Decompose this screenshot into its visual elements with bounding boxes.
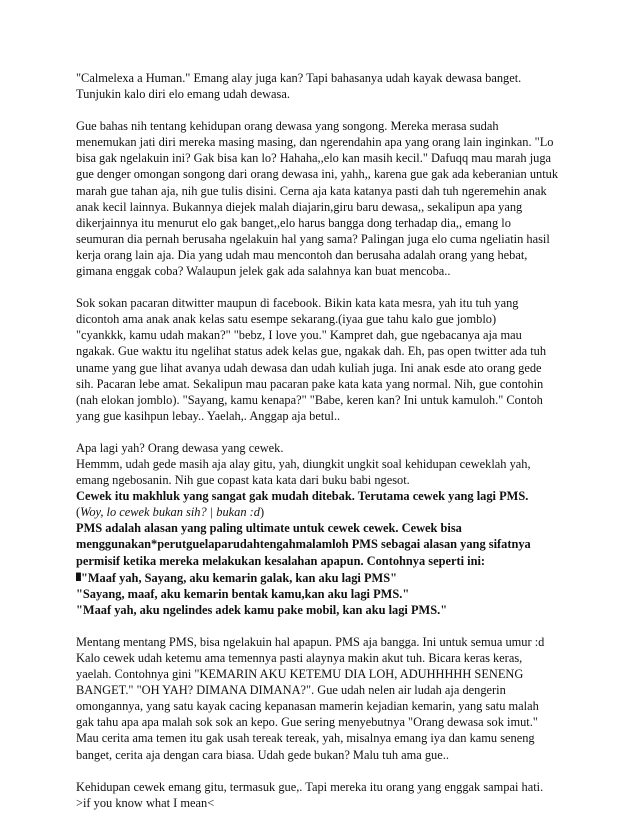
line-text: Kehidupan cewek emang gitu, termasuk gue,. Tapi mereka itu orang yang enggak sampai hati. (76, 779, 544, 794)
text-line (76, 118, 578, 134)
text-line (76, 650, 578, 666)
text-line (76, 553, 578, 569)
line-text: "Calmelexa a Human." Emang alay juga kan? Tapi bahasanya udah kayak dewasa banget. (76, 71, 522, 85)
line-text: kerja orang lain aja. Dia yang udah mau mencontoh dan berusaha adalah orang yang hebat, (76, 247, 528, 262)
line-text: Hemmm, udah gede masih aja alay gitu, yah, diungkit ungkit soal kehidupan ceweklah yah, (76, 456, 531, 471)
text-line (76, 376, 578, 392)
text-line (76, 456, 578, 472)
text-line (76, 408, 578, 424)
text-line (76, 134, 578, 150)
bold-text: "Maaf yah, aku ngelindes adek kamu pake mobil, kan aku lagi PMS." (76, 602, 448, 617)
line-text: seumuran dia pernah berusaha ngelakuin hal yang sama? Palingan juga elo cuma ngeliatin hasil (76, 231, 550, 246)
text-line (76, 311, 578, 327)
line-text: gak tahu apa apa malah sok sok an kepo. Gue sering menyebutnya "Orang dewasa sok imut." (76, 715, 538, 730)
paragraph (76, 440, 578, 618)
text-line (76, 520, 578, 536)
text-line (76, 747, 578, 763)
text-line (76, 440, 578, 456)
line-text: Mentang mentang PMS, bisa ngelakuin hal apapun. PMS aja bangga. Ini untuk semua umur :d (76, 634, 545, 649)
text-line (76, 634, 578, 650)
document-body (76, 70, 578, 811)
text-line (76, 215, 578, 231)
line-text: menemukan jati diri mereka masing masing, dan ngerendahin apa yang orang lain inginkan. "Lo (76, 135, 554, 150)
text-line (76, 199, 578, 215)
line-text: sih. Pacaran lebe amat. Sekalipun mau pacaran pake kata kata yang normal. Nih, gue contohin (76, 376, 544, 391)
text-line (76, 602, 578, 618)
bold-text: Cewek itu makhluk yang sangat gak mudah ditebak. Terutama cewek yang lagi PMS. (76, 489, 529, 504)
line-text: uname yang gue lihat avanya udah dewasa dan udah kuliah juga. Ini anak esde ato orang gede (76, 360, 542, 375)
line-text: yang gue kasihpun lebay.. Yaelah,. Anggap aja betul.. (76, 408, 341, 423)
line-text: Kalo cewek udah ketemu ama temennya pasti alaynya makin akut tuh. Bicara keras keras, (76, 651, 523, 665)
text-line (76, 150, 578, 166)
line-text: >if you know what I mean< (76, 795, 215, 810)
text-line (76, 70, 578, 86)
paragraph (76, 779, 578, 811)
bold-text: menggunakan*perutguelaparudahtengahmalamloh PMS sebagai alasan yang sifatnya (76, 537, 531, 552)
line-text: banget, cerita aja dengan cara biasa. Udah gede bukan? Malu tuh ama gue.. (76, 747, 449, 762)
text-line (76, 86, 578, 102)
text-line (76, 343, 578, 359)
text-line (76, 472, 578, 488)
text-line (76, 295, 578, 311)
paragraph (76, 634, 578, 763)
text-line (76, 166, 578, 182)
text-line (76, 247, 578, 263)
text-line (76, 327, 578, 343)
text-line (76, 360, 578, 376)
line-text: BANGET." "OH YAH? DIMANA DIMANA?". Gue udah nelen air ludah aja dengerin (76, 683, 506, 698)
text-line (76, 569, 578, 586)
text-line (76, 714, 578, 730)
line-text: Mau cerita ama temen itu gak usah tereak tereak, yah, misalnya emang iya dan kamu seneng (76, 731, 535, 746)
text-line (76, 795, 578, 811)
line-text: "cyankkk, kamu udah makan?" "bebz, I love you." Kampret dah, gue ngebacanya aja mau (76, 328, 522, 343)
line-text: omongannya, yang satu kayak cacing kepanasan mamerin kejadian kemarin, yang satu malah (76, 699, 539, 714)
line-text: yaelah. Contohnya gini "KEMARIN AKU KETEMU DIA LOH, ADUHHHHH SENENG (76, 667, 524, 682)
bold-text: "Maaf yah, Sayang, aku kemarin galak, kan aku lagi PMS" (80, 570, 397, 585)
line-text: bisa gak ngelakuin ini? Gak bisa kan lo? Hahaha,,elo kan masih kecil." Dafuqq mau marah juga (76, 151, 552, 166)
bold-text: PMS adalah alasan yang paling ultimate untuk cewek cewek. Cewek bisa (76, 521, 462, 536)
text-line (76, 183, 578, 199)
paragraph (76, 295, 578, 424)
close-paren: ) (259, 505, 265, 520)
italic-text: Woy, lo cewek bukan sih? | bukan :d (80, 505, 260, 520)
line-text: gimana enggak coba? Walaupun jelek gak ada salahnya kan buat mencoba.. (76, 264, 451, 279)
open-paren: ( (76, 505, 81, 520)
line-text: gue denger omongan songong dari orang dewasa ini, yahh,, karena gue gak ada keberanian untuk (76, 167, 559, 182)
text-line (76, 586, 578, 602)
line-text: dicontoh ama anak anak kelas satu esempe sekarang.(iyaa gue tahu kalo gue jomblo) (76, 312, 497, 327)
text-line (76, 698, 578, 714)
text-line (76, 488, 578, 504)
text-line (76, 536, 578, 552)
bullet-marker-icon: █ (76, 572, 81, 581)
line-text: Sok sokan pacaran ditwitter maupun di facebook. Bikin kata kata mesra, yah itu tuh yang (76, 296, 519, 311)
line-text: emang ngebosanin. Nih gue copast kata kata dari buku babi ngesot. (76, 473, 410, 488)
text-line (76, 779, 578, 795)
text-line (76, 392, 578, 408)
paragraph (76, 70, 578, 102)
line-text: marah gue tahan aja, nih gue tulis disini. Cerna aja kata katanya pasti dah tuh ngeremehin anak (76, 183, 547, 198)
line-text: ngakak. Gue waktu itu ngelihat status adek kelas gue, ngakak dah. Eh, pas open twitter ada tuh (76, 344, 547, 359)
line-text: (nah elokan jomblo). "Sayang, kamu kenapa?" "Babe, keren kan? Ini untuk kamuloh." Contoh (76, 392, 543, 407)
bold-text: permisif ketika mereka melakukan kesalahan apapun. Contohnya seperti ini: (76, 553, 486, 568)
text-line (76, 682, 578, 698)
text-line (76, 231, 578, 247)
text-line (76, 504, 578, 520)
line-text: dikerjainnya itu menurut elo gak banget,,elo harus bangga dong terhadap dia,, emang lo (76, 215, 511, 230)
paragraph (76, 118, 578, 279)
text-line (76, 666, 578, 682)
line-text: Gue bahas nih tentang kehidupan orang dewasa yang songong. Mereka merasa sudah (76, 119, 499, 134)
line-text: Apa lagi yah? Orang dewasa yang cewek. (76, 440, 284, 455)
line-text: anak kecil lainnya. Bukannya diejek malah diajarin,giru baru dewasa,, sekalipun apa yang (76, 199, 523, 214)
line-text: Tunjukin kalo diri elo emang udah dewasa. (76, 87, 290, 102)
text-line (76, 730, 578, 746)
bold-text: "Sayang, maaf, aku kemarin bentak kamu,kan aku lagi PMS." (76, 586, 410, 601)
text-line (76, 263, 578, 279)
